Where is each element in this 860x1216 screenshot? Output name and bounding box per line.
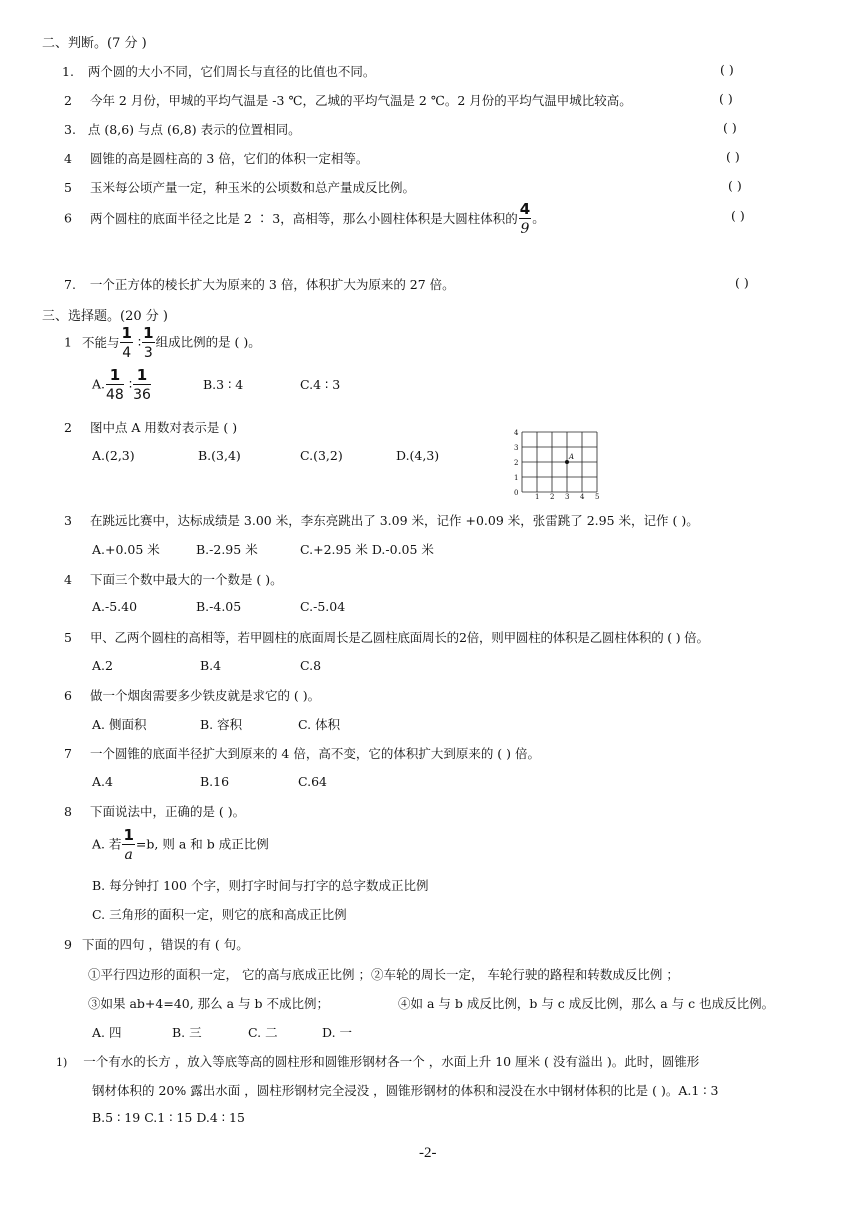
item-text: 点 (8,6) 与点 (6,8) 表示的位置相同。 xyxy=(87,122,301,137)
x-tick: 4 xyxy=(580,493,585,500)
q5-option-a[interactable]: A.2 xyxy=(92,658,113,673)
q4-option-b[interactable]: B.-4.05 xyxy=(196,599,242,614)
judge-item-5 xyxy=(64,178,415,196)
fraction: $\frac{1}{4}$ xyxy=(121,324,132,361)
q9-statement-line-2a: ③如果 ab+4=40, 那么 a 与 b 不成比例； xyxy=(88,996,330,1011)
q4-option-c[interactable]: C.-5.04 xyxy=(300,599,346,614)
grid-svg xyxy=(512,428,602,500)
q5-option-c[interactable]: C.8 xyxy=(300,658,322,673)
q3-option-c[interactable]: C.+2.95 米 D.-0.05 米 xyxy=(300,542,434,557)
page-number: -2- xyxy=(419,1145,437,1161)
question-2: 2 图中点 A 用数对表示是 ( ) xyxy=(64,420,238,435)
answer-paren[interactable]: ( ) xyxy=(723,120,737,135)
q7-option-a[interactable]: A.4 xyxy=(92,774,113,789)
judge-item-6: 6 两个圆柱的底面半径之比是 2 ∶ 3，高相等，那么小圆柱体积是大圆柱体积的 $\frac{4}{9}$ 。 xyxy=(64,200,545,237)
y-tick: 4 xyxy=(514,429,519,437)
item-text: 一个正方体的棱长扩大为原来的 3 倍，体积扩大为原来的 27 倍。 xyxy=(89,277,455,292)
item-number: 6 xyxy=(64,210,72,226)
question-5: 5 甲、乙两个圆柱的高相等，若甲圆柱的底面周长是乙圆柱底面周长的2倍，则甲圆柱的体积是乙圆柱体积的 ( ) 倍。 xyxy=(64,630,709,645)
x-tick: 1 xyxy=(535,493,540,500)
q2-option-d[interactable]: D.(4,3) xyxy=(396,448,440,463)
y-tick: 1 xyxy=(514,474,519,482)
q6-option-c[interactable]: C. 体积 xyxy=(298,717,341,732)
q7-option-b[interactable]: B.16 xyxy=(200,774,230,789)
judge-item-3 xyxy=(64,120,301,138)
item-number: 7. xyxy=(64,277,76,292)
q8-option-b[interactable]: B. 每分钟打 100 个字，则打字时间与打字的总字数成正比例 xyxy=(92,878,429,893)
answer-paren[interactable]: ( ) xyxy=(735,275,749,290)
item-text: 两个圆柱的底面半径之比是 2 ∶ 3，高相等，那么小圆柱体积是大圆柱体积的 xyxy=(89,210,518,226)
point-label: A xyxy=(569,453,575,461)
y-tick: 0 xyxy=(514,489,519,497)
q1-option-c[interactable]: C.4 ∶ 3 xyxy=(300,377,341,392)
item-number: 5 xyxy=(64,180,72,195)
judge-item-1 xyxy=(62,62,375,80)
q9-statement-line-2b: ④如 a 与 b 成反比例，b 与 c 成反比例，那么 a 与 c 也成反比例。 xyxy=(398,996,775,1011)
q10-line-3: B.5 ∶ 19 C.1 ∶ 15 D.4 ∶ 15 xyxy=(92,1110,245,1125)
q2-option-a[interactable]: A.(2,3) xyxy=(92,448,135,463)
judge-item-4 xyxy=(64,149,368,167)
q9-option-c[interactable]: C. 二 xyxy=(248,1025,278,1040)
question-8: 8 下面说法中，正确的是 ( )。 xyxy=(64,804,246,819)
fraction: $\frac{4}{9}$ xyxy=(519,200,531,237)
section-3-heading: 三、选择题。(20 分 ) xyxy=(42,309,168,324)
answer-paren[interactable]: ( ) xyxy=(726,149,740,164)
x-tick: 3 xyxy=(565,493,570,500)
answer-paren[interactable]: ( ) xyxy=(728,178,742,193)
judge-item-2 xyxy=(64,91,632,109)
question-7: 7 一个圆锥的底面半径扩大到原来的 4 倍，高不变，它的体积扩大到原来的 ( ) 倍。 xyxy=(64,746,541,761)
answer-paren[interactable]: ( ) xyxy=(731,208,745,223)
q5-option-b[interactable]: B.4 xyxy=(200,658,222,673)
y-tick: 3 xyxy=(514,444,519,452)
question-1: 1 不能与 $\frac{1}{4}$ ∶ $\frac{1}{3}$ 组成比例的是 ( )。 xyxy=(64,324,261,361)
q6-option-b[interactable]: B. 容积 xyxy=(200,717,243,732)
question-6: 6 做一个烟囱需要多少铁皮就是求它的 ( )。 xyxy=(64,688,321,703)
fraction: $\frac{1}{48}$ xyxy=(106,366,124,403)
fraction: $\frac{1}{36}$ xyxy=(133,366,151,403)
question-4: 4 下面三个数中最大的一个数是 ( )。 xyxy=(64,572,283,587)
q9-option-a[interactable]: A. 四 xyxy=(92,1025,122,1040)
answer-paren[interactable]: ( ) xyxy=(719,91,733,106)
question-9: 9 下面的四句 ，错误的有 ( 句。 xyxy=(64,937,249,952)
q9-option-d[interactable]: D. 一 xyxy=(322,1025,353,1040)
q6-option-a[interactable]: A. 侧面积 xyxy=(92,717,147,732)
x-tick: 5 xyxy=(595,493,600,500)
q1-option-b[interactable]: B.3 ∶ 4 xyxy=(203,377,244,392)
item-text: 今年 2 月份，甲城的平均气温是 -3 ℃，乙城的平均气温是 2 ℃。2 月份的平均气温甲城比较高。 xyxy=(89,93,632,108)
q1-option-a[interactable]: A. $\frac{1}{48}$ ∶ $\frac{1}{36}$ xyxy=(92,366,151,403)
question-10: 1) 一个有水的长方 ，放入等底等高的圆柱形和圆锥形钢材各一个 ，水面上升 10 厘米 ( 没有溢出 )。此时，圆锥形 xyxy=(56,1054,700,1069)
y-tick: 2 xyxy=(514,459,519,467)
q3-option-b[interactable]: B.-2.95 米 xyxy=(196,542,258,557)
item-text: 圆锥的高是圆柱高的 3 倍，它们的体积一定相等。 xyxy=(89,151,369,166)
question-3: 3 在跳远比赛中，达标成绩是 3.00 米，李东亮跳出了 3.09 米，记作 +0.09 米，张雷跳了 2.95 米，记作 ( )。 xyxy=(64,513,699,528)
item-text: 两个圆的大小不同，它们周长与直径的比值也不同。 xyxy=(87,64,376,79)
fraction: $\frac{1}{a}$ xyxy=(123,826,134,863)
q8-option-a[interactable]: A. 若 $\frac{1}{a}$ =b, 则 a 和 b 成正比例 xyxy=(92,826,269,863)
item-number: 2 xyxy=(64,93,72,108)
q10-line-2: 钢材体积的 20% 露出水面 ，圆柱形钢材完全浸没 ，圆锥形钢材的体积和浸没在水中钢材体积的比是 ( )。A.1 ∶ 3 xyxy=(92,1083,719,1098)
q7-option-c[interactable]: C.64 xyxy=(298,774,327,789)
fraction: $\frac{1}{3}$ xyxy=(143,324,154,361)
item-number: 3. xyxy=(64,122,76,137)
q3-option-a[interactable]: A.+0.05 米 xyxy=(92,542,160,557)
answer-paren[interactable]: ( ) xyxy=(720,62,734,77)
q8-option-c[interactable]: C. 三角形的面积一定，则它的底和高成正比例 xyxy=(92,907,347,922)
item-number: 4 xyxy=(64,151,72,166)
section-2-heading: 二、判断。(7 分 ) xyxy=(42,36,147,51)
x-tick: 2 xyxy=(550,493,555,500)
q9-option-b[interactable]: B. 三 xyxy=(172,1025,202,1040)
judge-item-7 xyxy=(64,275,455,293)
coordinate-grid xyxy=(512,428,602,503)
q4-option-a[interactable]: A.-5.40 xyxy=(92,599,138,614)
q2-option-b[interactable]: B.(3,4) xyxy=(198,448,241,463)
q9-statement-line-1: ①平行四边形的面积一定， 它的高与底成正比例 ；②车轮的周长一定， 车轮行驶的路程和转数成反比例 ； xyxy=(88,967,679,982)
item-text: 玉米每公顷产量一定，种玉米的公顷数和总产量成反比例。 xyxy=(89,180,415,195)
item-number: 1. xyxy=(62,64,74,79)
q2-option-c[interactable]: C.(3,2) xyxy=(300,448,343,463)
